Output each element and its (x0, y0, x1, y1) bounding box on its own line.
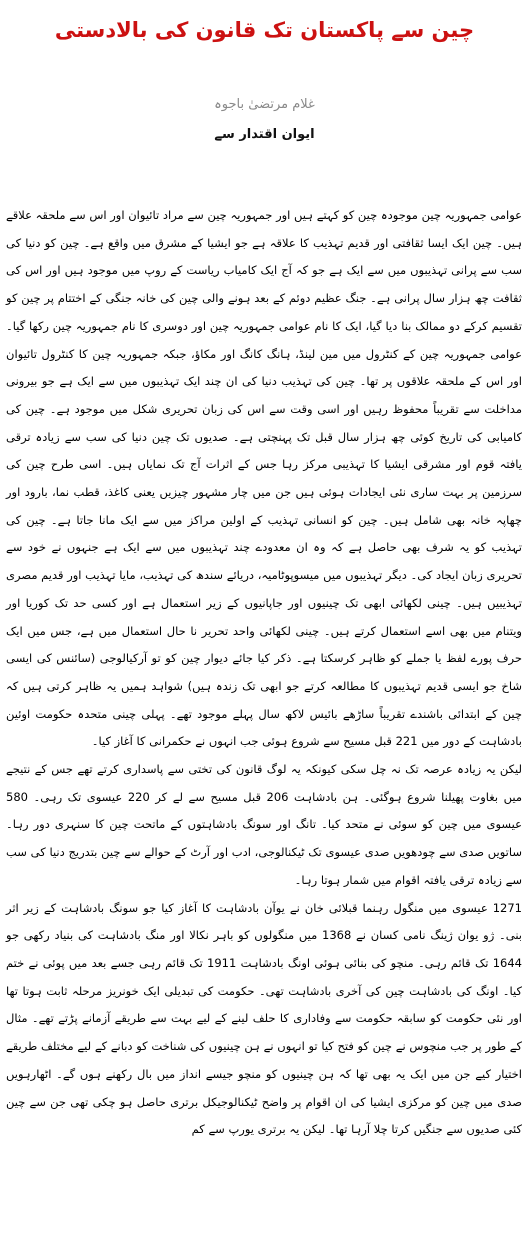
article-paragraph-3: 1271 عیسوی میں منگول رہنما قبلائی خان نے یوآن بادشاہت کا آغاز کیا جو سونگ بادشاہت کے زیر اثر بنی۔ ژو یوان ژینگ نامی کسان نے 1368 میں منگولوں کو باہر نکالا اور منگ بادشاہت کی بنیاد رکھی جو 1644 تک قائم رہی۔ منچو کی بنائی ہوئی اونگ بادشاہت 1911 تک قائم رہی جسے بعد میں پوئی نے ختم کیا۔ اونگ کی بادشاہت چین کی آخری بادشاہت تھی۔ حکومت کی تبدیلی ایک خونریز مرحلہ ثابت ہوتا تھا اور نئی حکومت کو سابقہ حکومت سے وفاداری کا حلف لینے کے لیے بہت سے طریقے آزمانے پڑتے تھے۔ مثال کے طور پر جب منچوس نے چین کو فتح کیا تو انہوں نے ہن چینیوں کی شناخت کو دبانے کے لیے مختلف طریقے اختیار کیے جن میں ایک یہ بھی تھا کہ ہن چینیوں کو منچو جیسے انداز میں بال رکھنے ہوں گے۔ اٹھارہویں صدی میں چین کو مرکزی ایشیا کی ان اقوام پر واضح ٹیکنالوجیکل برتری حاصل ہو چکی تھی جن سے چین کئی صدیوں سے جنگیں کرتا چلا آرہا تھا۔ لیکن یہ برتری یورپ سے کم (6, 900, 522, 1137)
article-source: ایوان اقتدار سے (214, 127, 315, 142)
article-author: غلام مرتضیٰ باجوہ (214, 97, 315, 112)
article-paragraph-2: لیکن یہ زیادہ عرصہ تک نہ چل سکی کیونکہ یہ لوگ قانون کی تختی سے پاسداری کرتے تھے جس کے نتیجے میں بغاوت پھیلنا شروع ہوگئی۔ ہن بادشاہت 206 قبل مسیح سے لے کر 220 عیسوی تک رہی۔ 580 عیسوی میں چین کو سوئی نے متحد کیا۔ تانگ اور سونگ بادشاہتوں کے ماتحت چین کا سنہری دور رہا۔ ساتویں صدی سے چودھویں صدی عیسوی تک ٹیکنالوجی، ادب اور آرٹ کے حوالے سے چین بتدریج دنیا کی سب سے زیادہ ترقی یافتہ اقوام میں شمار ہوتا رہا۔ (6, 762, 522, 887)
article-title: چین سے پاکستان تک قانون کی بالادستی (54, 18, 475, 42)
article-paragraph-1: عوامی جمہوریہ چین موجودہ چین کو کہتے ہیں اور جمہوریہ چین سے مراد تائیوان اور اس سے ملحقہ علاقے ہیں۔ چین ایک ایسا ثقافتی اور قدیم تہذیب کا علاقہ ہے جو ایشیا کے مشرق میں واقع ہے۔ چین کو دنیا کی سب سے پرانی تہذیبوں میں سے ایک ہے جو کہ آج ایک کامیاب ریاست کے روپ میں موجود ہیں اور اس کی ثقافت چھ ہزار سال پرانی ہے۔ جنگ عظیم دوئم کے بعد ہونے والی چین کی خانہ جنگی کے اختتام پر چین کو تقسیم کرکے دو ممالک بنا دیا گیا، ایک کا نام عوامی جمہوریہ چین اور دوسری کا نام جمہوریہ چین رکھا گیا۔ عوامی جمہوریہ چین کے کنٹرول میں مین لینڈ، ہانگ کانگ اور مکاؤ، جبکہ جمہوریہ چین کا کنٹرول تائیوان اور اس کے ملحقہ علاقوں پر تھا۔ چین کی تہذیب دنیا کی ان چند ایک تہذیبوں میں سے ایک ہے جو بیرونی مداخلت سے تقریباً محفوظ رہیں اور اسی وقت سے اس کی زبان تحریری شکل میں موجود ہے۔ چین کی کامیابی کی تاریخ کوئی چھ ہزار سال قبل تک پہنچتی ہے۔ صدیوں تک چین دنیا کی سب سے زیادہ ترقی یافتہ قوم اور مشرقی ایشیا کا تہذیبی مرکز رہا جس کے اثرات آج تک نمایاں ہیں۔ اسی طرح چین کی سرزمین پر بہت ساری نئی ایجادات ہوئی ہیں جن میں چار مشہور چیزیں یعنی کاغذ، قطب نما، بارود اور چھاپہ خانہ بھی شامل ہیں۔ چین کو انسانی تہذیب کے اولین مراکز میں سے ایک مانا جاتا ہے۔ چین کی تہذیب کو یہ شرف بھی حاصل ہے کہ وہ ان معدودے چند تہذیبوں میں سے ایک ہے جنہوں نے خود سے تحریری زبان ایجاد کی۔ دیگر تہذیبوں میں میسوپوٹامیہ، دریائے سندھ کی تہذیب، مایا تہذیب اور قدیم مصری تہذیبیں ہیں۔ چینی لکھائی ابھی تک چینیوں اور جاپانیوں کے زیر استعمال ہے اور کسی حد تک کوریا اور ویتنام میں بھی اسے استعمال کرتے ہیں۔ چینی لکھائی واحد تحریر نا حال استعمال میں ہے، جس میں ایک حرف پورے لفظ یا جملے کو ظاہر کرسکتا ہے۔ ذکر کیا جائے دیوار چین کو تو آرکیالوجی (سائنس کی ایسی شاخ جو ایسی قدیم تہذیبوں کا مطالعہ کرتے جو ابھی تک زندہ ہیں) شواہد ہمیں یہ ظاہر کرتی ہیں کہ چین کے ابتدائی باشندے تقریباً ساڑھے بائیس لاکھ سال پہلے موجود تھے۔ پہلی چینی متحدہ حکومت اوئین بادشاہت کے دور میں 221 قبل مسیح سے شروع ہوئی جب انہوں نے حکمرانی کا آغاز کیا۔ (6, 208, 522, 749)
article-body (6, 202, 522, 1144)
